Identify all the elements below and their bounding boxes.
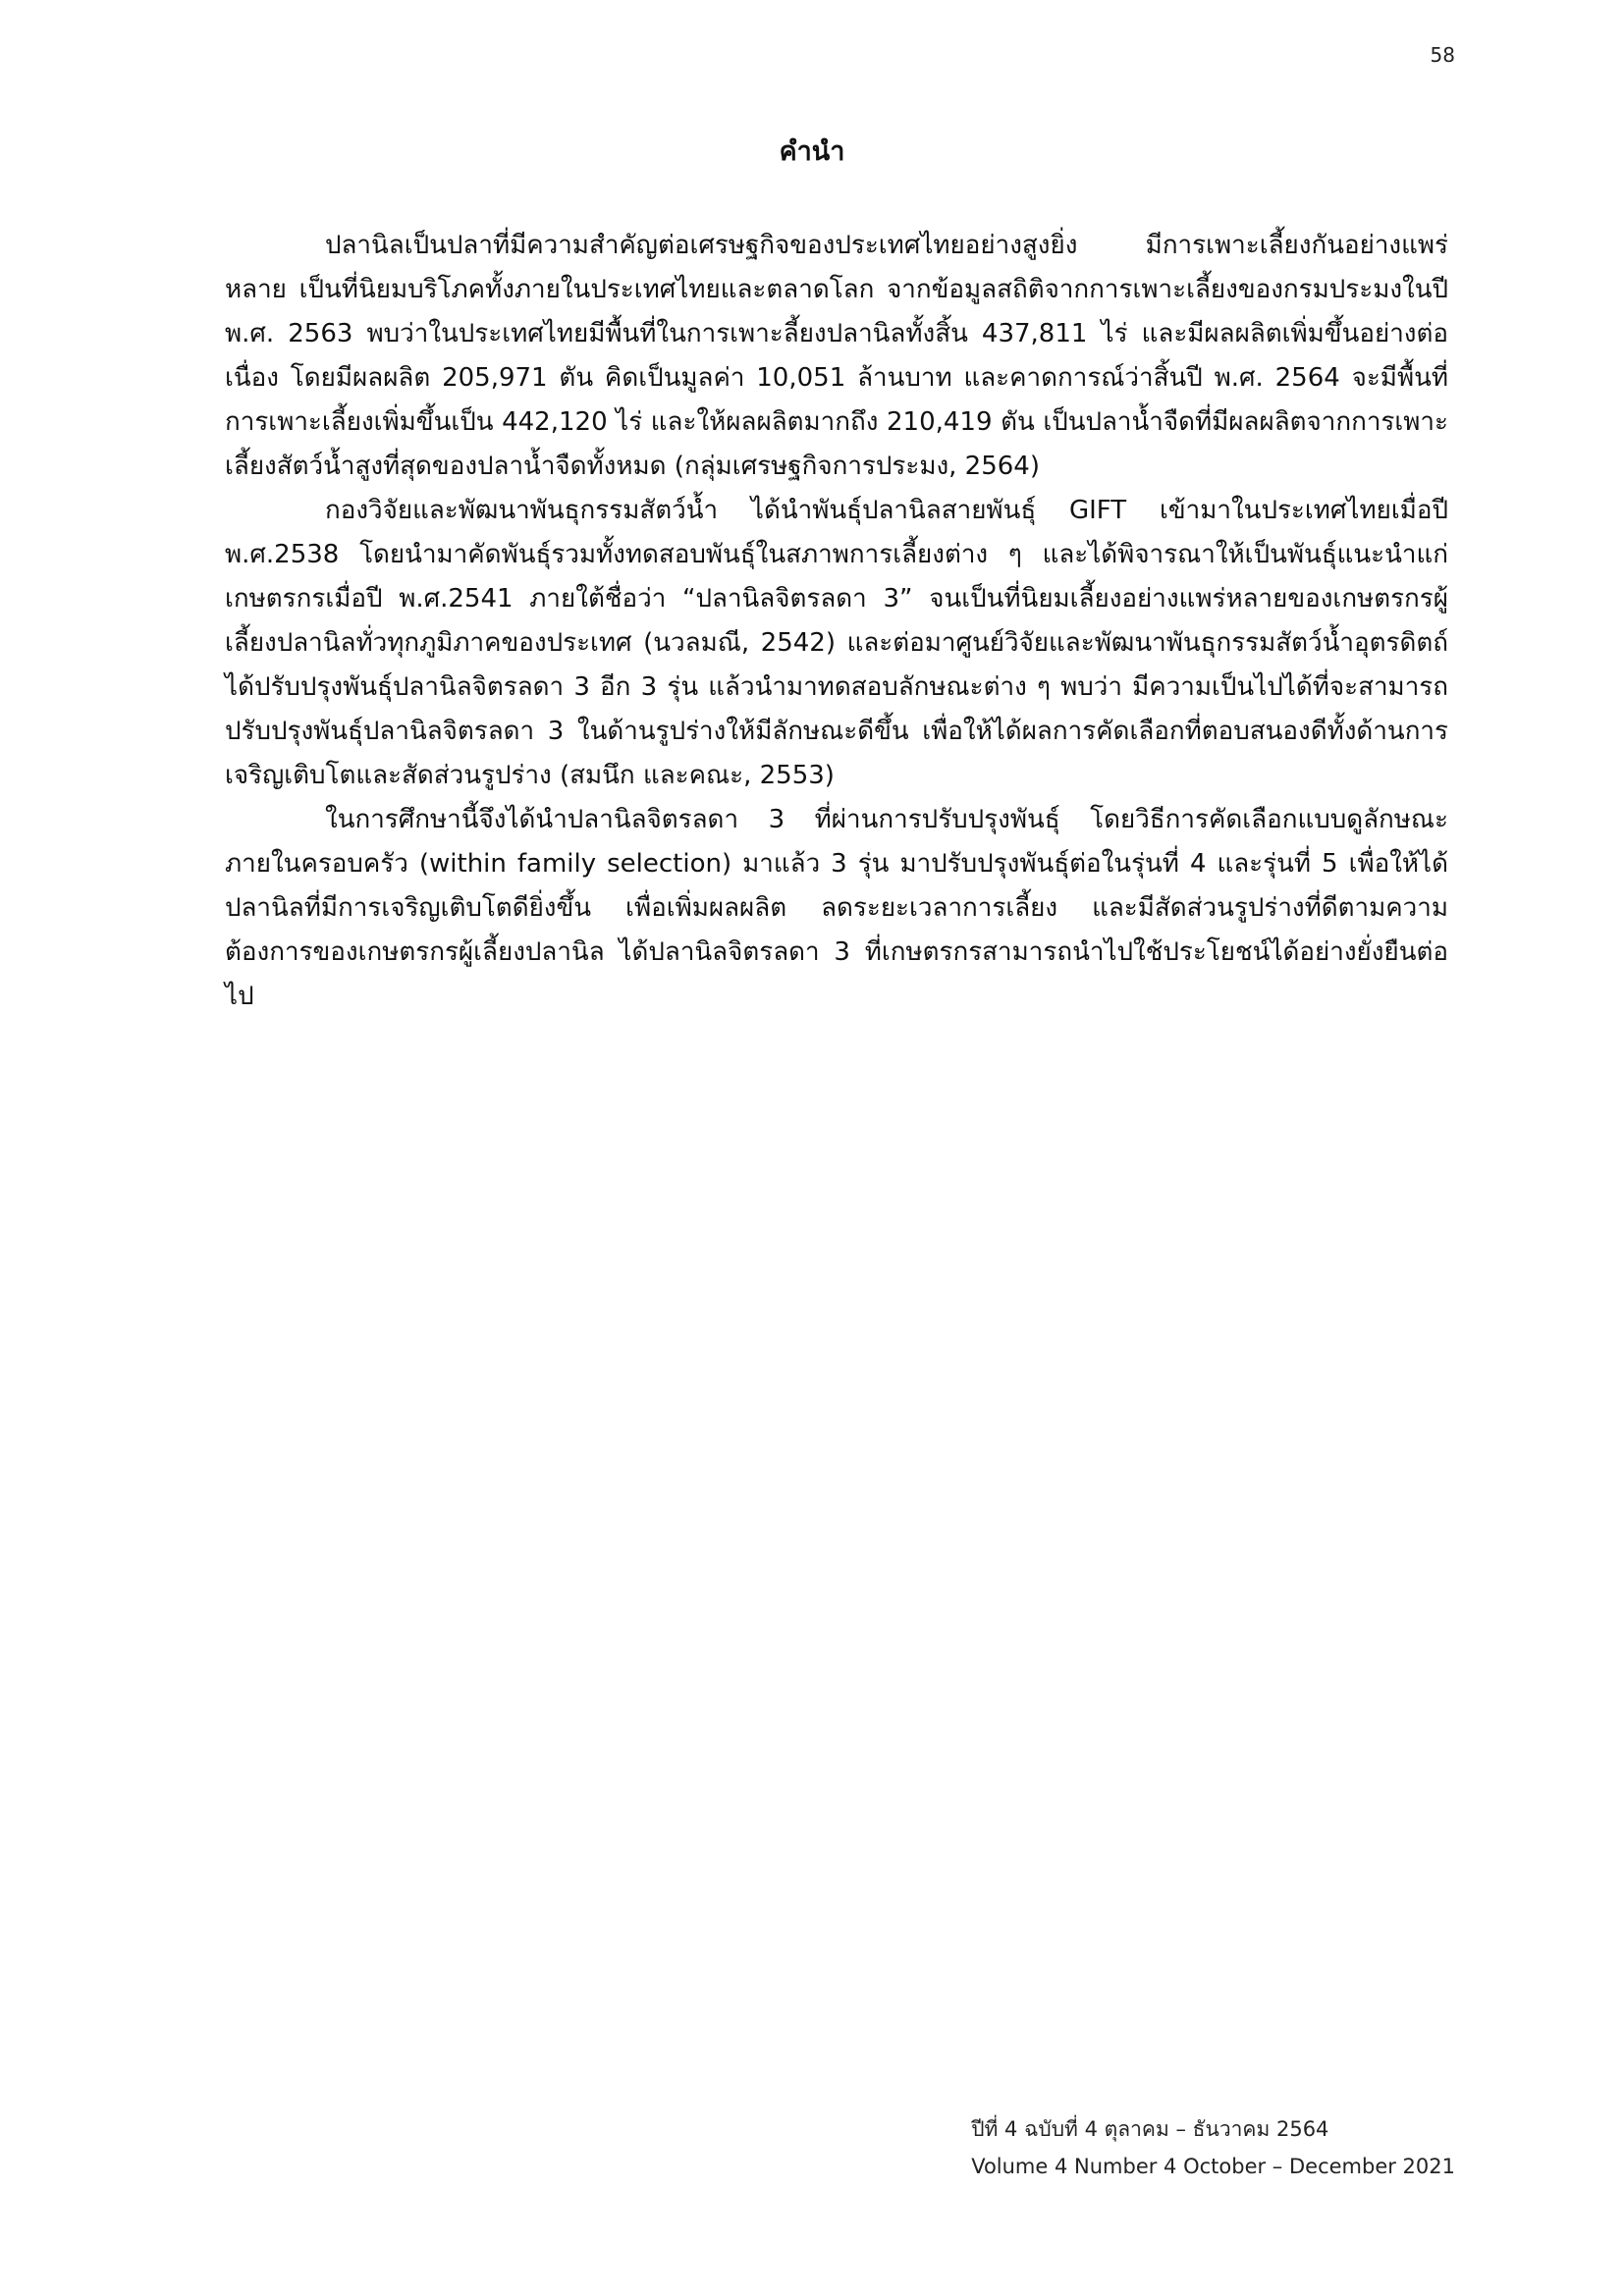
journal-footer [971,2110,1455,2185]
page-number: 58 [1430,43,1455,67]
section-heading: คำนำ [779,136,845,167]
body-text [225,224,1448,1019]
issue-english: Volume 4 Number 4 October – December 2021 [971,2155,1455,2178]
paragraph: ปลานิลเป็นปลาที่มีความสำคัญต่อเศรษฐกิจของประเทศไทยอย่างสูงยิ่ง มีการเพาะเลี้ยงกันอย่างแพร่หลาย เป็นที่นิยมบริโภคทั้งภายในประเทศไทยและตลาดโลก จากข้อมูลสถิติจากการเพาะเลี้ยงของกรมประมงในปี พ.ศ. 2563 พบว่าในประเทศไทยมีพื้นที่ในการเพาะลี้ยงปลานิลทั้งสิ้น 437,811 ไร่ และมีผลผลิตเพิ่มขึ้นอย่างต่อเนื่อง โดยมีผลผลิต 205,971 ตัน คิดเป็นมูลค่า 10,051 ล้านบาท และคาดการณ์ว่าสิ้นปี พ.ศ. 2564 จะมีพื้นที่การเพาะเลี้ยงเพิ่มขึ้นเป็น 442,120 ไร่ และให้ผลผลิตมากถึง 210,419 ตัน เป็นปลาน้ำจืดที่มีผลผลิตจากการเพาะเลี้ยงสัตว์น้ำสูงที่สุดของปลาน้ำจืดทั้งหมด (กลุ่มเศรษฐกิจการประมง, 2564) [225,231,1448,481]
paragraph: กองวิจัยและพัฒนาพันธุกรรมสัตว์น้ำ ได้นำพันธุ์ปลานิลสายพันธุ์ GIFT เข้ามาในประเทศไทยเมื่อปี พ.ศ.2538 โดยนำมาคัดพันธุ์รวมทั้งทดสอบพันธุ์ในสภาพการเลี้ยงต่าง ๆ และได้พิจารณาให้เป็นพันธุ์แนะนำแก่เกษตรกรเมื่อปี พ.ศ.2541 ภายใต้ชื่อว่า “ปลานิลจิตรลดา 3” จนเป็นที่นิยมเลี้ยงอย่างแพร่หลายของเกษตรกรผู้เลี้ยงปลานิลทั่วทุกภูมิภาคของประเทศ (นวลมณี, 2542) และต่อมาศูนย์วิจัยและพัฒนาพันธุกรรมสัตว์น้ำอุตรดิตถ์ได้ปรับปรุงพันธุ์ปลานิลจิตรลดา 3 อีก 3 รุ่น แล้วนำมาทดสอบลักษณะต่าง ๆ พบว่า มีความเป็นไปได้ที่จะสามารถปรับปรุงพันธุ์ปลานิลจิตรลดา 3 ในด้านรูปร่างให้มีลักษณะดีขึ้น เพื่อให้ได้ผลการคัดเลือกที่ตอบสนองดีทั้งด้านการเจริญเติบโตและสัดส่วนรูปร่าง (สมนึก และคณะ, 2553) [225,496,1448,790]
paragraph: ในการศึกษานี้จึงได้นำปลานิลจิตรลดา 3 ที่ผ่านการปรับปรุงพันธุ์ โดยวิธีการคัดเลือกแบบดูลักษณะภายในครอบครัว (within family selection) มาแล้ว 3 รุ่น มาปรับปรุงพันธุ์ต่อในรุ่นที่ 4 และรุ่นที่ 5 เพื่อให้ได้ปลานิลที่มีการเจริญเติบโตดียิ่งขึ้น เพื่อเพิ่มผลผลิต ลดระยะเวลาการเลี้ยง และมีสัดส่วนรูปร่างที่ดีตามความต้องการของเกษตรกรผู้เลี้ยงปลานิล ได้ปลานิลจิตรลดา 3 ที่เกษตรกรสามารถนำไปใช้ประโยชน์ได้อย่างยั่งยืนต่อไป [225,805,1448,1011]
issue-thai: ปีที่ 4 ฉบับที่ 4 ตุลาคม – ธันวาคม 2564 [971,2117,1329,2141]
